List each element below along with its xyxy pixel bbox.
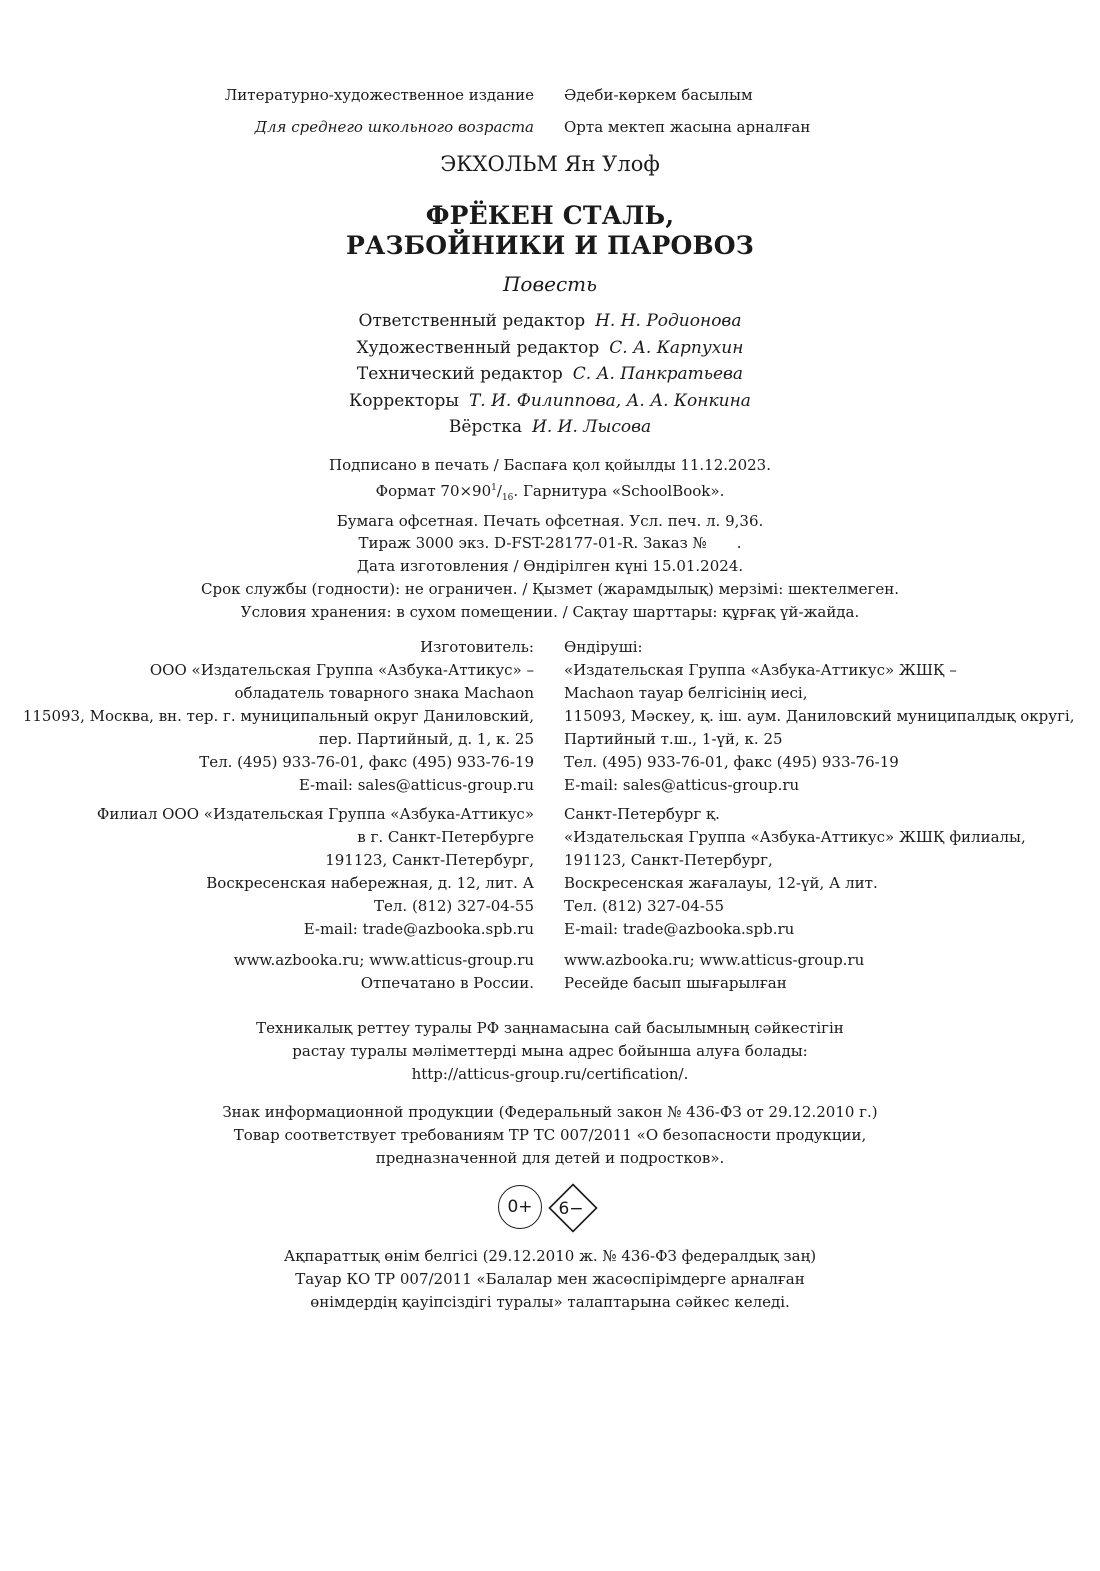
printed-in-ru: Отпечатано в России. xyxy=(360,974,534,992)
age-rating-circle-badge: 0+ xyxy=(498,1185,542,1229)
staff-row xyxy=(0,361,1100,388)
branch-kz-line: «Издательская Группа «Азбука-Аттикус» ЖШҚ филиалы, xyxy=(564,828,1026,846)
staff-name: С. А. Карпухин xyxy=(609,337,744,358)
manufacturer-kz-line: 115093, Мәскеу, қ. іш. аум. Даниловский муниципалдық округі, xyxy=(564,707,1075,725)
staff-role: Художественный редактор xyxy=(356,337,600,358)
imprint-format-den: 16 xyxy=(501,492,514,503)
certification-note xyxy=(0,1017,1100,1086)
manufacturer-ru-line: пер. Партийный, д. 1, к. 25 xyxy=(318,730,534,748)
law-ru-line: Товар соответствует требованиям ТР ТС 007/2011 «О безопасности продукции, xyxy=(233,1126,867,1144)
manufacturer-ru xyxy=(23,636,534,797)
genre: Повесть xyxy=(502,272,597,296)
imprint-format-post: . Гарнитура «SchoolBook». xyxy=(513,481,725,500)
imprint-paper: Бумага офсетная. Печать офсетная. Усл. печ. л. 9,36. xyxy=(336,511,764,530)
imprint-made: Дата изготовления / Өндірілген күні 15.01.2024. xyxy=(356,557,744,576)
branch-kz-email: E-mail: trade@azbooka.spb.ru xyxy=(564,920,795,938)
manufacturer-ru-email: E-mail: sales@atticus-group.ru xyxy=(298,776,534,794)
branch-ru-email: E-mail: trade@azbooka.spb.ru xyxy=(303,920,534,938)
branch-kz-line: Санкт-Петербург қ. xyxy=(564,805,720,823)
book-title-line-2: РАЗБОЙНИКИ И ПАРОВОЗ xyxy=(345,231,755,260)
staff-role: Технический редактор xyxy=(356,364,563,384)
imprint-service: Срок службы (годности): не ограничен. / Қызмет (жарамдылық) мерзімі: шектелмеген. xyxy=(201,579,899,598)
certification-line: Техникалық реттеу туралы РФ заңнамасына сай басылымның сәйкестігін xyxy=(256,1019,844,1037)
imprint-run xyxy=(0,532,1100,555)
book-title-line-1: ФРЁКЕН СТАЛЬ, xyxy=(425,201,675,230)
staff-name: И. И. Лысова xyxy=(532,417,652,437)
manufacturer-ru-line: Изготовитель: xyxy=(420,638,534,656)
staff-list xyxy=(0,308,1100,441)
web-ru xyxy=(234,949,534,995)
imprint-run-text: Тираж 3000 экз. D-FST-28177-01-R. Заказ № xyxy=(358,534,707,553)
web-ru-links: www.azbooka.ru; www.atticus-group.ru xyxy=(233,951,534,969)
manufacturer-kz-email: E-mail: sales@atticus-group.ru xyxy=(564,776,800,794)
branch-kz-line: 191123, Санкт-Петербург, xyxy=(564,851,773,869)
staff-name: Н. Н. Родионова xyxy=(595,311,742,331)
law-kz-line: өнімдердің қауіпсіздігі туралы» талаптарына сәйкес келеді. xyxy=(310,1293,790,1311)
printed-in-kz: Ресейде басып шығарылған xyxy=(564,974,787,992)
edition-type-kz xyxy=(564,84,753,107)
branch-kz xyxy=(564,803,1026,941)
imprint-block xyxy=(0,454,1100,624)
age-group-kz xyxy=(564,116,810,139)
edition-type-ru-line: Литературно-художественное издание xyxy=(224,86,534,104)
staff-row xyxy=(0,414,1100,441)
manufacturer-kz-line: «Издательская Группа «Азбука-Аттикус» ЖШҚ – xyxy=(564,661,957,679)
edition-type-kz-line: Әдеби-көркем басылым xyxy=(564,86,753,104)
law-ru-line: Знак информационной продукции (Федеральный закон № 436-ФЗ от 29.12.2010 г.) xyxy=(222,1103,878,1121)
staff-name: Т. И. Филиппова, А. А. Конкина xyxy=(468,390,751,411)
age-group-ru xyxy=(255,116,534,139)
manufacturer-ru-line: ООО «Издательская Группа «Азбука-Аттикус» – xyxy=(149,661,534,679)
staff-role: Вёрстка xyxy=(448,417,523,437)
branch-ru-line: 191123, Санкт-Петербург, xyxy=(325,851,534,869)
web-kz xyxy=(564,949,864,995)
staff-name: С. А. Панкратьева xyxy=(572,364,744,384)
law-kz-line: Тауар КО ТР 007/2011 «Балалар мен жасөспірімдерге арналған xyxy=(295,1270,805,1288)
author-name: ЭКХОЛЬМ Ян Улоф xyxy=(440,152,660,176)
imprint-format-pre: Формат 70×90 xyxy=(375,481,492,500)
age-group-ru-line: Для среднего школьного возраста xyxy=(254,118,534,136)
web-kz-links: www.azbooka.ru; www.atticus-group.ru xyxy=(564,951,865,969)
imprint-storage: Условия хранения: в сухом помещении. / Сақтау шарттары: құрғақ үй-жайда. xyxy=(240,602,860,621)
age-rating-diamond-badge xyxy=(548,1183,598,1233)
staff-row xyxy=(0,308,1100,335)
certification-line: растау туралы мәліметтерді мына адрес бойынша алуға болады: xyxy=(292,1042,808,1060)
edition-type-ru xyxy=(225,84,534,107)
manufacturer-kz-line: Тел. (495) 933-76-01, факс (495) 933-76-19 xyxy=(564,753,899,771)
age-rating-diamond-label: 6− xyxy=(558,1199,584,1219)
manufacturer-kz-line: Machaon тауар белгісінің иесі, xyxy=(564,684,808,702)
law-note-kz xyxy=(0,1245,1100,1314)
branch-ru-line: Воскресенская набережная, д. 12, лит. А xyxy=(206,874,534,892)
branch-ru-line: в г. Санкт-Петербурге xyxy=(357,828,534,846)
branch-ru-line: Филиал ООО «Издательская Группа «Азбука-Аттикус» xyxy=(96,805,534,823)
branch-kz-line: Тел. (812) 327-04-55 xyxy=(564,897,724,915)
imprint-format xyxy=(0,477,1100,510)
staff-row xyxy=(0,335,1100,362)
imprint-run-tail: . xyxy=(736,534,742,553)
manufacturer-kz xyxy=(564,636,1075,797)
staff-row xyxy=(0,388,1100,415)
staff-role: Ответственный редактор xyxy=(358,311,586,331)
manufacturer-ru-line: Тел. (495) 933-76-01, факс (495) 933-76-19 xyxy=(199,753,534,771)
imprint-format-slash: / xyxy=(496,481,502,500)
manufacturer-kz-line: Партийный т.ш., 1-үй, к. 25 xyxy=(564,730,783,748)
manufacturer-ru-line: 115093, Москва, вн. тер. г. муниципальный округ Даниловский, xyxy=(22,707,534,725)
branch-ru xyxy=(97,803,534,941)
manufacturer-ru-line: обладатель товарного знака Machaon xyxy=(234,684,534,702)
law-kz-line: Ақпараттық өнім белгісі (29.12.2010 ж. № 436-ФЗ федералдық заң) xyxy=(283,1247,817,1265)
branch-kz-line: Воскресенская жағалауы, 12-үй, А лит. xyxy=(564,874,878,892)
certification-url: http://atticus-group.ru/certification/. xyxy=(411,1065,689,1083)
manufacturer-kz-line: Өндіруші: xyxy=(564,638,643,656)
imprint-format-num: 1 xyxy=(491,482,497,493)
age-rating-badges xyxy=(496,1184,606,1234)
age-group-kz-line: Орта мектеп жасына арналған xyxy=(564,118,811,136)
staff-role: Корректоры xyxy=(349,390,459,411)
law-note-ru xyxy=(0,1101,1100,1170)
law-ru-line: предназначенной для детей и подростков». xyxy=(375,1149,725,1167)
imprint-signed: Подписано в печать / Баспаға қол қойылды 11.12.2023. xyxy=(329,456,771,474)
branch-ru-line: Тел. (812) 327-04-55 xyxy=(374,897,534,915)
